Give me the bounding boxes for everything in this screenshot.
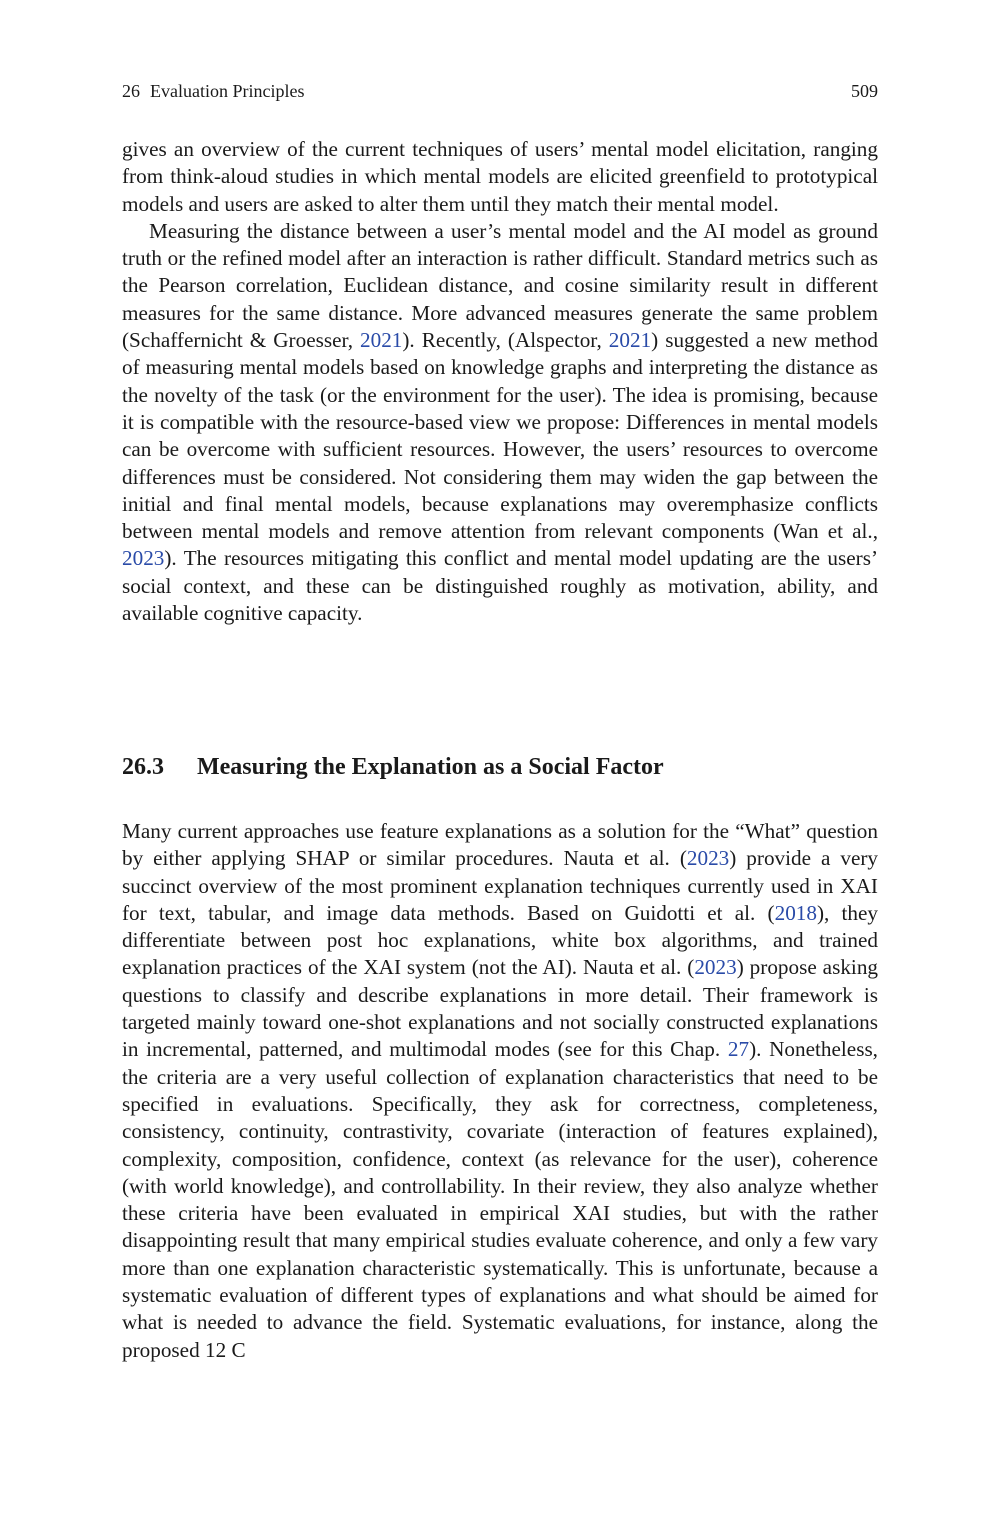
chapter-title: Evaluation Principles (150, 81, 305, 101)
text-run: ) propose asking questions to classify and describe explanations in more detail. Their framework is targeted mainly toward one-shot explanations and not socially constructed explanations in incremental, patterned, and multimodal modes (see for this Chap. (122, 955, 879, 1062)
citation-link[interactable]: 2018 (774, 900, 817, 925)
text-run: ) provide a very succinct overview of the most prominent explanation techniques currently used in XAI for text, tabular, and image data methods. Based on Guidotti et al. ( (122, 846, 878, 925)
citation-link[interactable]: 2023 (694, 955, 737, 980)
running-head-chapter (122, 79, 304, 103)
section-title: Measuring the Explanation as a Social Factor (197, 754, 664, 780)
text-run: ). Recently, (Alspector, (402, 328, 609, 353)
citation-link[interactable]: 2023 (686, 846, 730, 871)
text-run: ). Nonetheless, the criteria are a very useful collection of explanation characteristics that need to be specified in evaluations. Specifically, they ask for correctness, completeness, consistency, continuity, contrastivity, covariate (interaction of features explained), complexity, composition, confidence, context (as relevance for the user), coherence (with world knowledge), and controllability. In their review, they also analyze whether these criteria have been evaluated in empirical XAI studies, but with the rather disappointing result that many empirical studies evaluate coherence, and only a few vary more than one explanation characteristic systematically. This is unfortunate, because a systematic evaluation of different types of explanations and what should be aimed for what is needed to advance the field. Systematic evaluations, for instance, along the proposed 12 C (122, 1037, 878, 1362)
text-run: Measuring the distance between a user’s mental model and the AI model as ground truth or the refined model after an interaction is rather difficult. Standard metrics such as the Pearson correlation, Euclidean distance, and cosine similarity result in different measures for the same distance. More advanced measures generate the same problem (Schaffernicht & Groesser, (122, 218, 878, 353)
text-block-section (122, 818, 878, 1364)
paragraph-mental-model-distance (122, 218, 878, 627)
paragraph-feature-explanations (122, 818, 878, 1364)
section-number: 26.3 (122, 754, 164, 780)
citation-link[interactable]: 2021 (360, 328, 403, 353)
section-heading (122, 752, 878, 782)
chapter-number: 26 (122, 81, 140, 101)
running-head (122, 79, 878, 103)
chapter-reference-link[interactable]: 27 (727, 1037, 750, 1062)
paragraph-continued: gives an overview of the current techniques of users’ mental model elicitation, ranging from think-aloud studies in which mental models are elicited greenfield to prototypical models and users are asked to alter them until they match their mental model. (122, 137, 878, 216)
page-number: 509 (851, 81, 878, 101)
text-run: Many current approaches use feature explanations as a solution for the “What” question by either applying SHAP or similar procedures. Nauta et al. ( (122, 819, 878, 871)
text-run: ). The resources mitigating this conflict and mental model updating are the users’ social context, and these can be distinguished roughly as motivation, ability, and available cognitive capacity. (122, 546, 878, 626)
text-run: ), they differentiate between post hoc explanations, white box algorithms, and trained explanation practices of the XAI system (not the AI). Nauta et al. ( (122, 900, 878, 980)
text-run: ) suggested a new method of measuring mental models based on knowledge graphs and interpreting the distance as the novelty of the task (or the environment for the user). The idea is promising, because it is compatible with the resource-based view we propose: Differences in mental models can be overcome with sufficient resources. However, the users’ resources to overcome differences must be considered. Not considering them may widen the gap between the initial and final mental models, because explanations may overemphasize conflicts between mental models and remove attention from relevant components (Wan et al., (122, 328, 878, 544)
citation-link[interactable]: 2023 (122, 546, 165, 571)
citation-link[interactable]: 2021 (608, 328, 652, 353)
text-block-top (122, 136, 878, 627)
